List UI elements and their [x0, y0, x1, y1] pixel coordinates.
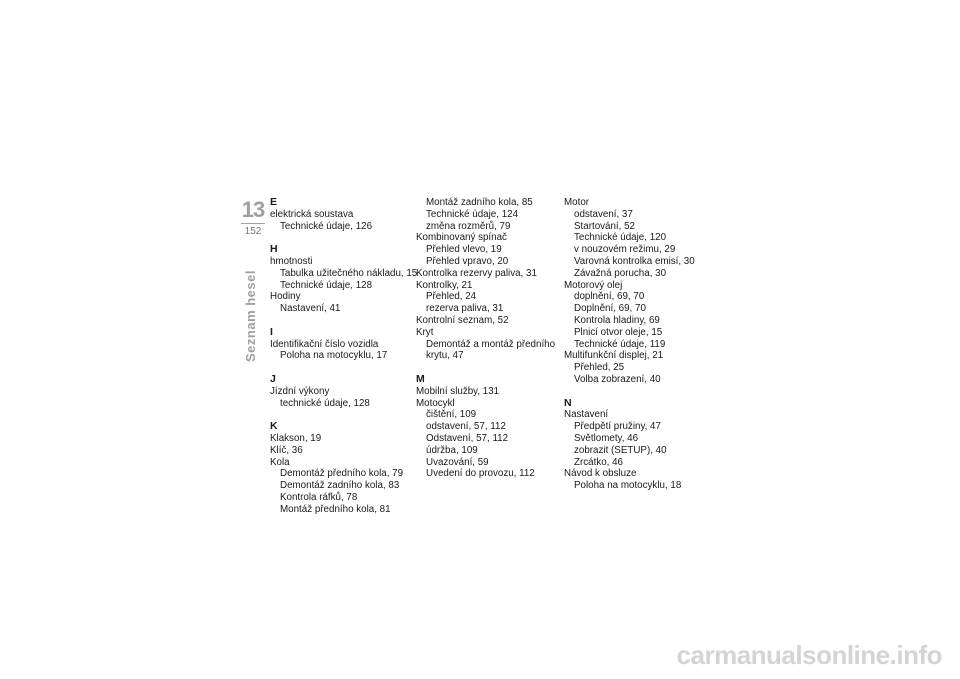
index-subentry: Demontáž předního kola, 79 [280, 468, 404, 480]
index-entry: Návod k obsluze [564, 468, 637, 480]
index-subentry: Přehled, 24 [426, 291, 477, 303]
index-entry: Multifunkční displej, 21 [564, 350, 664, 362]
index-subentry: Závažná porucha, 30 [574, 267, 667, 279]
index-subentry: Montáž předního kola, 81 [280, 503, 391, 515]
index-entry: Mobilní služby, 131 [416, 385, 500, 397]
index-subentry: Doplnění, 69, 70 [574, 303, 646, 315]
index-entry: elektrická soustava [270, 208, 354, 220]
index-subentry: Kontrola hladiny, 69 [574, 314, 660, 326]
index-letter-heading: K [270, 420, 278, 433]
index-entry: Hodiny [270, 291, 301, 303]
index-subentry: Přehled, 25 [574, 362, 625, 374]
index-letter-heading: E [270, 196, 278, 208]
index-subentry: Technické údaje, 120 [574, 232, 667, 244]
chapter-marker [241, 198, 265, 238]
index-entry: Kontrolní seznam, 52 [416, 314, 509, 326]
index-subentry: Přehled vlevo, 19 [426, 244, 502, 256]
index-subentry: Demontáž zadního kola, 83 [280, 480, 400, 492]
index-subentry: Startování, 52 [574, 220, 635, 232]
index-subentry: Varovná kontrolka emisí, 30 [574, 255, 695, 267]
index-subentry: odstavení, 37 [574, 208, 633, 220]
index-subentry: v nouzovém režimu, 29 [574, 244, 676, 256]
index-entry: Kontrolka rezervy paliva, 31 [416, 267, 537, 279]
index-entry: Nastavení [564, 409, 609, 421]
index-column-3 [564, 197, 695, 492]
index-entry: Kryt [416, 326, 434, 338]
index-letter-heading: J [270, 372, 276, 385]
index-subentry: odstavení, 57, 112 [426, 421, 506, 433]
index-subentry: Poloha na motocyklu, 18 [574, 480, 682, 492]
index-subentry: Montáž zadního kola, 85 [426, 197, 533, 208]
index-entry: Klakson, 19 [270, 432, 322, 444]
chapter-title: Seznam hesel [243, 270, 258, 362]
index-subentry: Uvazování, 59 [426, 456, 489, 468]
index-column-2 [416, 197, 555, 480]
index-letter-heading: H [270, 243, 278, 256]
index-subentry: změna rozměrů, 79 [426, 220, 511, 232]
index-subentry: údržba, 109 [426, 444, 478, 456]
index-subentry: krytu, 47 [426, 350, 464, 362]
index-entry: Kola [270, 456, 290, 468]
index-letter-heading: N [564, 396, 572, 409]
index-entry: Kontrolky, 21 [416, 279, 473, 291]
index-subentry: technické údaje, 128 [280, 397, 370, 409]
index-subentry: Volba zobrazení, 40 [574, 373, 661, 385]
index-subentry: Přehled vpravo, 20 [426, 255, 509, 267]
index-entry: Motocykl [416, 397, 455, 409]
index-entry: hmotnosti [270, 255, 313, 267]
index-entry: Identifikační číslo vozidla [270, 338, 379, 350]
index-subentry: Kontrola ráfků, 78 [280, 491, 358, 503]
index-subentry: Demontáž a montáž předního [426, 338, 556, 350]
index-subentry: Uvedení do provozu, 112 [426, 468, 535, 480]
index-subentry: Plnicí otvor oleje, 15 [574, 326, 663, 338]
index-subentry: Technické údaje, 119 [574, 338, 666, 350]
index-subentry: Zrcátko, 46 [574, 456, 624, 468]
index-subentry: Technické údaje, 124 [426, 208, 519, 220]
index-entry: Kombinovaný spínač [416, 232, 507, 244]
index-entry: Klíč, 36 [270, 444, 303, 456]
index-subentry: Odstavení, 57, 112 [426, 432, 509, 444]
page-number: 152 [244, 226, 262, 237]
index-subentry: čištění, 109 [426, 409, 477, 421]
index-entry: Motor [564, 197, 590, 208]
index-subentry: Tabulka užitečného nákladu, 15 [280, 267, 418, 279]
chapter-number: 13 [241, 197, 265, 222]
index-subentry: doplnění, 69, 70 [574, 291, 645, 303]
index-subentry: Světlomety, 46 [574, 432, 639, 444]
index-subentry: Předpětí pružiny, 47 [574, 421, 661, 433]
index-letter-heading: I [270, 325, 273, 338]
index-letter-heading: M [416, 372, 425, 385]
index-subentry: rezerva paliva, 31 [426, 303, 504, 315]
index-subentry: Nastavení, 41 [280, 303, 341, 315]
index-subentry: Poloha na motocyklu, 17 [280, 350, 388, 362]
index-subentry: Technické údaje, 128 [280, 279, 373, 291]
index-column-1 [270, 197, 417, 516]
index-subentry: zobrazit (SETUP), 40 [574, 444, 667, 456]
watermark: carmanualsonline.info [676, 640, 942, 670]
index-entry: Motorový olej [564, 279, 623, 291]
index-entry: Jízdní výkony [270, 385, 330, 397]
index-subentry: Technické údaje, 126 [280, 220, 373, 232]
chapter-divider [241, 223, 265, 224]
